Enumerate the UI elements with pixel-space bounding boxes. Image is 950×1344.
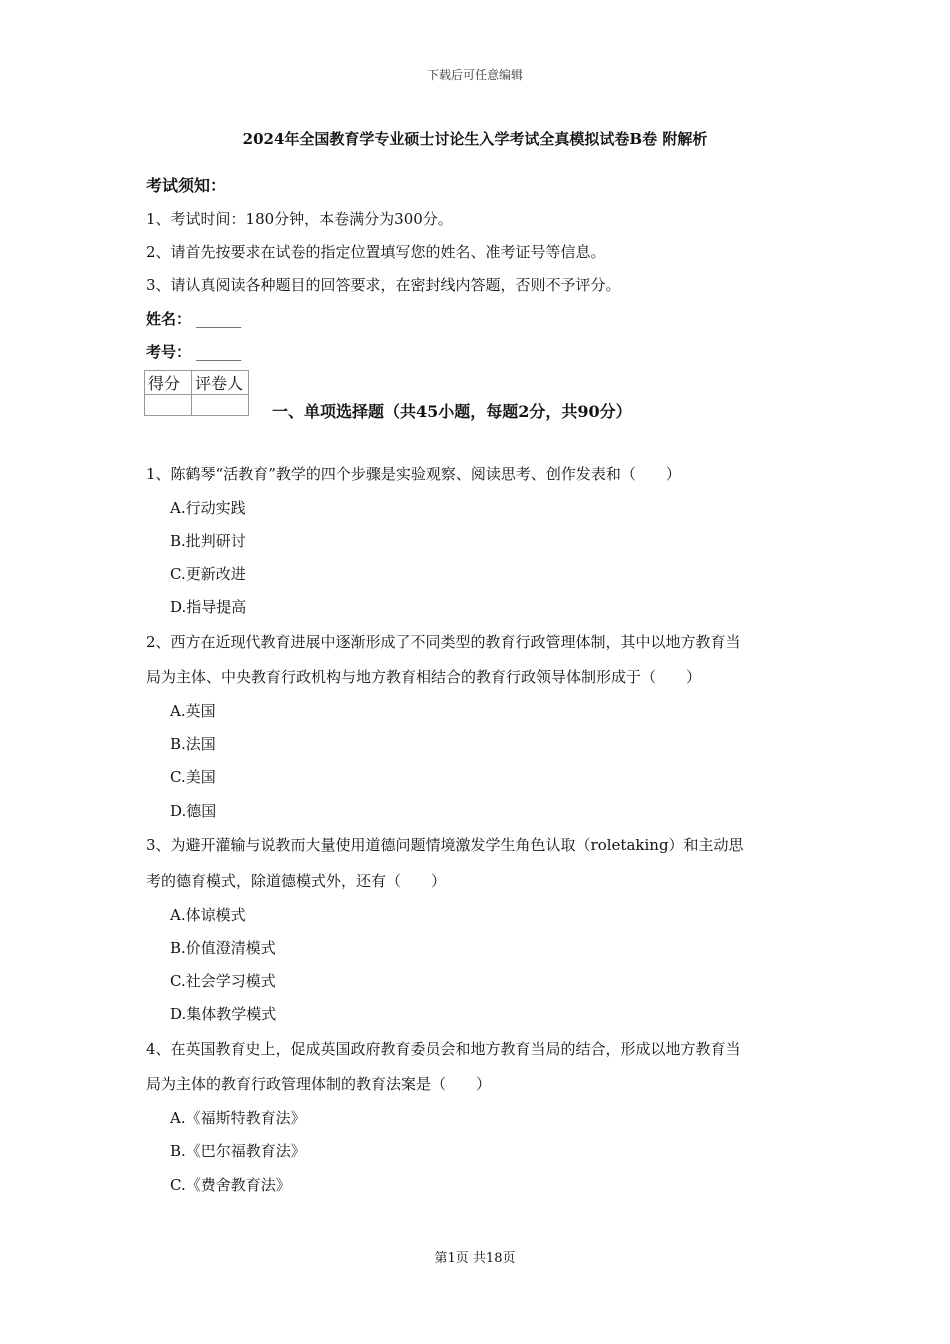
option-b: B.批判研讨 bbox=[170, 532, 246, 550]
option-b: B.《巴尔福教育法》 bbox=[170, 1142, 306, 1160]
option-a: A.英国 bbox=[170, 702, 216, 720]
id-field bbox=[146, 341, 241, 362]
option-a: A.体谅模式 bbox=[170, 906, 246, 924]
exam-title: 2024年全国教育学专业硕士讨论生入学考试全真模拟试卷B卷 附解析 bbox=[242, 130, 708, 148]
name-field bbox=[146, 308, 241, 329]
notice-item: 3、请认真阅读各种题目的回答要求，在密封线内答题，否则不予评分。 bbox=[146, 276, 621, 294]
question-text: 1、陈鹤琴“活教育”教学的四个步骤是实验观察、阅读思考、创作发表和（ ） bbox=[146, 465, 681, 483]
id-blank: ______ bbox=[196, 343, 242, 361]
name-label: 姓名： bbox=[146, 310, 192, 328]
option-c: C.更新改进 bbox=[170, 565, 246, 583]
grader-col-header: 评卷人 bbox=[192, 371, 249, 395]
option-c: C.社会学习模式 bbox=[170, 972, 276, 990]
option-d: D.德国 bbox=[170, 802, 217, 820]
option-d: D.集体教学模式 bbox=[170, 1005, 277, 1023]
question-text: 考的德育模式，除道德模式外，还有（ ） bbox=[146, 872, 447, 890]
option-b: B.价值澄清模式 bbox=[170, 939, 276, 957]
name-blank: ______ bbox=[196, 310, 242, 328]
page-footer: 第1页 共18页 bbox=[434, 1251, 516, 1266]
option-c: C.《费舍教育法》 bbox=[170, 1176, 291, 1194]
section-title: 一、单项选择题（共45小题，每题2分，共90分） bbox=[272, 402, 632, 421]
score-table bbox=[144, 370, 249, 416]
option-b: B.法国 bbox=[170, 735, 216, 753]
option-c: C.美国 bbox=[170, 768, 216, 786]
id-label: 考号： bbox=[146, 343, 192, 361]
option-a: A.行动实践 bbox=[170, 499, 246, 517]
question-text: 4、在英国教育史上，促成英国政府教育委员会和地方教育当局的结合，形成以地方教育当 bbox=[146, 1040, 741, 1058]
notice-item: 1、考试时间：180分钟，本卷满分为300分。 bbox=[146, 210, 453, 228]
notice-item: 2、请首先按要求在试卷的指定位置填写您的姓名、准考证号等信息。 bbox=[146, 243, 606, 261]
score-cell bbox=[145, 395, 192, 416]
question-text: 3、为避开灌输与说教而大量使用道德问题情境激发学生角色认取（roletaking）和主动思 bbox=[146, 836, 744, 854]
option-a: A.《福斯特教育法》 bbox=[170, 1109, 306, 1127]
header-note: 下载后可任意编辑 bbox=[426, 68, 523, 82]
question-text: 2、西方在近现代教育进展中逐渐形成了不同类型的教育行政管理体制，其中以地方教育当 bbox=[146, 633, 741, 651]
option-d: D.指导提高 bbox=[170, 598, 247, 616]
question-text: 局为主体、中央教育行政机构与地方教育相结合的教育行政领导体制形成于（ ） bbox=[146, 668, 702, 686]
question-text: 局为主体的教育行政管理体制的教育法案是（ ） bbox=[146, 1075, 492, 1093]
grader-cell bbox=[192, 395, 249, 416]
notice-heading: 考试须知： bbox=[146, 176, 227, 195]
score-col-header: 得分 bbox=[145, 371, 192, 395]
